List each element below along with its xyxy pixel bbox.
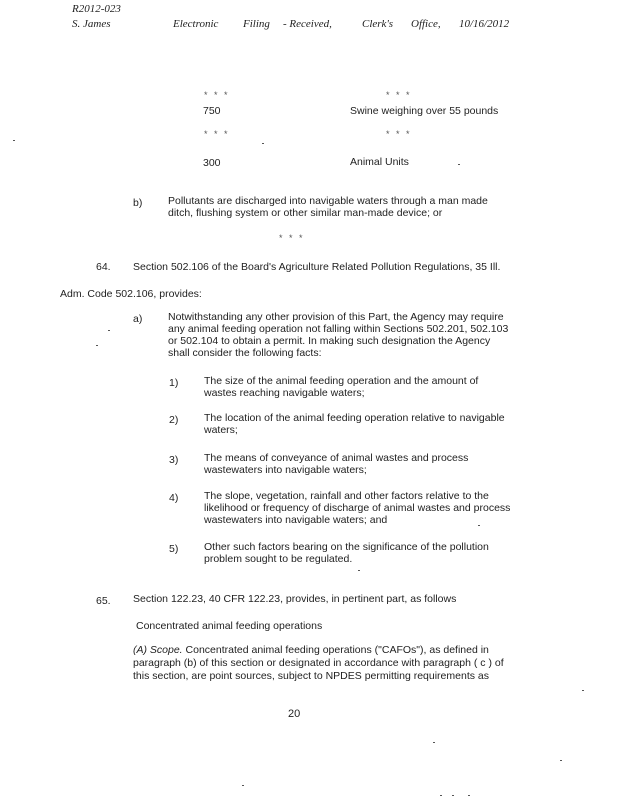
factor-text: wastewaters into navigable waters; and xyxy=(204,514,388,526)
factor-text: likelihood or frequency of discharge of animal wastes and process xyxy=(204,502,511,514)
table-ellipsis: * * * xyxy=(386,129,412,139)
clause-b-marker: b) xyxy=(133,197,143,209)
factor-text: problem sought to be regulated. xyxy=(204,553,353,565)
table-row-label: Animal Units xyxy=(350,156,409,168)
factor-number: 5) xyxy=(169,543,179,555)
scan-speck xyxy=(452,795,454,796)
scan-speck xyxy=(96,345,98,346)
clause-a-line: Notwithstanding any other provision of this Part, the Agency may require xyxy=(168,311,504,323)
cfr-scope-line: paragraph (b) of this section or designated in accordance with paragraph ( c ) of xyxy=(133,657,504,669)
filing-word-2: Filing xyxy=(243,18,270,30)
paragraph-65-text: Section 122.23, 40 CFR 122.23, provides, in pertinent part, as follows xyxy=(133,593,457,605)
filing-word-1: Electronic xyxy=(173,18,219,30)
filing-word-3: - Received, xyxy=(283,18,332,30)
clause-a-line: shall consider the following facts: xyxy=(168,347,322,359)
factor-text: wastewaters into navigable waters; xyxy=(204,464,367,476)
factor-text: Other such factors bearing on the significance of the pollution xyxy=(204,541,489,553)
scan-speck xyxy=(468,795,470,796)
factor-number: 1) xyxy=(169,377,179,389)
clause-b-line: Pollutants are discharged into navigable waters through a man made xyxy=(168,195,488,207)
table-row-number: 300 xyxy=(203,157,221,169)
page-number: 20 xyxy=(288,708,301,720)
factor-text: The means of conveyance of animal wastes and process xyxy=(204,452,469,464)
factor-number: 2) xyxy=(169,414,179,426)
author-name: S. James xyxy=(72,18,111,30)
filing-date: 10/16/2012 xyxy=(459,18,510,30)
scan-speck xyxy=(108,330,110,331)
scan-speck xyxy=(440,795,442,796)
clause-b-line: ditch, flushing system or other similar man-made device; or xyxy=(168,207,443,219)
clause-a-line: or 502.104 to obtain a permit. In making such designation the Agency xyxy=(168,335,491,347)
factor-text: The size of the animal feeding operation and the amount of xyxy=(204,375,479,387)
table-ellipsis: * * * xyxy=(204,129,230,139)
factor-number: 3) xyxy=(169,454,179,466)
section-ellipsis: * * * xyxy=(279,233,305,243)
paragraph-64-text: Section 502.106 of the Board's Agriculture Related Pollution Regulations, 35 Ill. xyxy=(133,261,501,273)
scan-speck xyxy=(582,690,584,691)
scan-speck xyxy=(478,525,480,526)
scan-speck xyxy=(242,785,244,786)
paragraph-64-text: Adm. Code 502.106, provides: xyxy=(60,288,202,300)
cfr-scope-label: (A) Scope. xyxy=(133,644,183,656)
factor-text: waters; xyxy=(204,424,238,436)
filing-word-4: Clerk's xyxy=(362,18,394,30)
table-ellipsis: * * * xyxy=(386,90,412,100)
filing-word-5: Office, xyxy=(411,18,441,30)
clause-a-line: any animal feeding operation not falling within Sections 502.201, 502.103 xyxy=(168,323,509,335)
docket-number: R2012-023 xyxy=(72,3,121,15)
cfr-scope-text: Concentrated animal feeding operations ("CAFOs"), as defined in xyxy=(182,644,489,656)
paragraph-64-number: 64. xyxy=(96,261,111,273)
paragraph-65-number: 65. xyxy=(96,595,111,607)
table-row-label: Swine weighing over 55 pounds xyxy=(350,105,499,117)
cfr-scope-line: this section, are point sources, subject to NPDES permitting requirements as xyxy=(133,670,489,682)
factor-text: The location of the animal feeding operation relative to navigable xyxy=(204,412,505,424)
scan-speck xyxy=(13,140,15,141)
factor-number: 4) xyxy=(169,492,179,504)
cfr-heading: Concentrated animal feeding operations xyxy=(136,620,323,632)
scan-speck xyxy=(433,742,435,743)
scan-speck xyxy=(458,164,460,165)
clause-a-marker: a) xyxy=(133,313,143,325)
table-ellipsis: * * * xyxy=(204,90,230,100)
factor-text: wastes reaching navigable waters; xyxy=(204,387,365,399)
scan-speck xyxy=(560,760,562,761)
table-row-number: 750 xyxy=(203,105,221,117)
factor-text: The slope, vegetation, rainfall and other factors relative to the xyxy=(204,490,489,502)
scan-speck xyxy=(262,143,264,144)
scan-speck xyxy=(358,570,360,571)
cfr-scope-line xyxy=(133,644,489,657)
